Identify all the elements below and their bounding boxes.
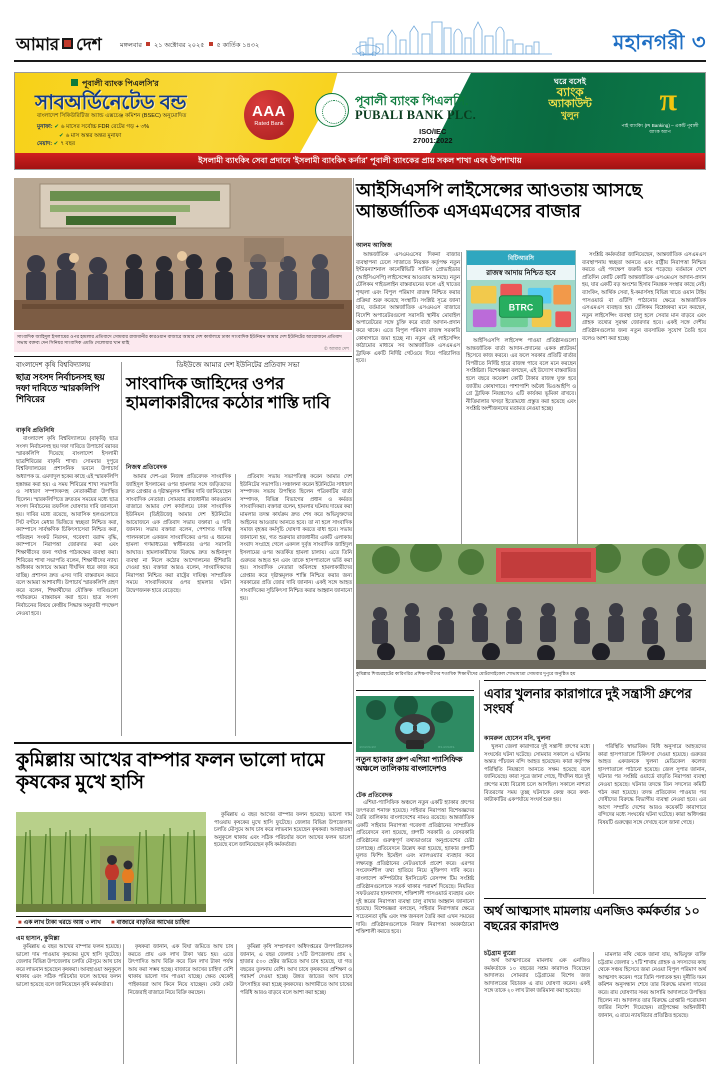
comilla-headline-wrap — [16, 750, 352, 795]
khulna-byline: কামরুল হোসেন মনি, খুলনা — [484, 735, 551, 742]
iso-certification — [413, 127, 452, 145]
aaa-rating-badge — [244, 90, 294, 140]
khulna-headline[interactable]: এবার খুলনার কারাগারে দুই সন্ত্রাসী গ্রুপের সংঘর্ষ — [484, 686, 692, 717]
left-story-byline: বাকৃবি প্রতিনিধি — [16, 427, 55, 434]
logo-square-icon — [62, 38, 73, 49]
paragraph: কৃষকরা জানান, এক বিঘা জমিতে আখ চাষ করতে প্রায় এক লাখ টাকা খরচ হয়। এতে উৎপাদিত আখ বিক্রি করে তিন লাখ টাকা পর্যন্ত আয় করা সম্ভব হচ্ছে। বাজারে আখের চাহিদা বেশি থাকায় ভালো দাম পাওয়া যাচ্ছে। ক্ষেত থেকেই পাইকাররা আখ কিনে নিয়ে যাচ্ছেন। কেউ কেউ নিজেরাই বাজারে নিয়ে বিক্রি করছেন। — [128, 944, 233, 996]
paragraph: আইসিএসপি লাইসেন্স পাওয়া প্রতিষ্ঠানগুলো আন্তর্জাতিক বার্তা আদান-প্রদানের একক প্ল্যাটফর্ম হিসেবে কাজ করবে। এর ফলে সরকার প্রতিটি বার্তার বিপরীতে নির্দিষ্ট হারে রাজস্ব পাবে বলে মনে করছেন সংশ্লিষ্টরা। বিশেষজ্ঞরা বলছেন, এই উদ্যোগ বাস্তবায়িত হলে বছরে কয়েকশ কোটি টাকার রাজস্ব যুক্ত হবে জাতীয় কোষাগারে। পাশাপাশি অবৈধ ভিওআইপি ও গ্রে ট্রাফিক নিয়ন্ত্রণেও এটি কার্যকর ভূমিকা রাখবে। নীতিমালার খসড়া ইতোমধ্যে প্রস্তুত করা হয়েছে এবং সংশ্লিষ্ট অংশীজনদের মতামত নেওয়া হচ্ছে। — [466, 338, 576, 413]
date-bengali: ৫ কার্তিক ১৪৩২ — [216, 42, 260, 49]
bullet-icon: ■ — [18, 919, 22, 926]
date-weekday: মঙ্গলবার — [120, 42, 142, 49]
svg-text:0110101: 0110101 — [438, 746, 455, 750]
section-separator — [353, 178, 354, 1064]
left-story-body — [16, 436, 118, 736]
paragraph: কুমিল্লায় এ বছর আখের বাম্পার ফলন হয়েছে। ভালো দাম পাওয়ায় কৃষকের মুখে হাসি ফুটেছে। জেলার বিভিন্ন উপজেলায় চলতি মৌসুমে আখ চাষ করে লাভবান হয়েছেন কৃষকরা। আবহাওয়া অনুকূলে থাকায় এবং সঠিক পরিচর্যার ফলে আখের ফলন ভালো হয়েছে বলে জানিয়েছেন কৃষি কর্মকর্তারা। — [214, 812, 352, 849]
paragraph: পরিস্থিতি স্বাভাবিক। বিধি অনুসারে আহতদের কারা হাসপাতালে চিকিৎসা দেওয়া হয়েছে। গুরুতর আহত একজনকে খুলনা মেডিকেল কলেজ হাসপাতালে পাঠানো হয়েছে। জেল সুপার জানান, ঘটনার পর সংশ্লিষ্ট ওয়ার্ডে বাড়তি নিরাপত্তা ব্যবস্থা নেওয়া হয়েছে। ঘটনার তদন্তে তিন সদস্যের কমিটি গঠন করা হয়েছে। তদন্ত প্রতিবেদন পাওয়ার পর দোষীদের বিরুদ্ধে বিভাগীয় ব্যবস্থা নেওয়া হবে। এর আগে সম্প্রতি দেশের আরও কয়েকটি কারাগারে বন্দিদের মধ্যে সংঘর্ষের ঘটনা ঘটেছে। কারা অধিদপ্তর বিষয়টি গুরুত্বের সঙ্গে দেখছে বলে জানা গেছে। — [598, 744, 706, 826]
check-icon: ✔ — [59, 132, 64, 139]
ad-red-banner: ইসলামী ব্যাংকিং সেবা প্রদানে 'ইসলামী ব্যাংকিং কর্নার' পূবালী ব্যাংকের প্রায় সকল শাখা এবং উপশাখায় — [15, 153, 705, 169]
check-icon: ✔ — [53, 141, 59, 147]
comilla-lead-text — [214, 812, 352, 912]
newspaper-logo — [16, 32, 101, 60]
khulna-column-1 — [484, 744, 590, 894]
column-separator — [121, 362, 122, 736]
hacker-byline: টেক প্রতিবেদক — [356, 792, 393, 799]
protest-meeting-photo — [14, 178, 352, 330]
section-name: মহানগরী — [613, 32, 685, 54]
city-skyline-icon — [352, 14, 552, 56]
column-separator — [123, 944, 124, 1064]
bullet-icon: ■ — [110, 919, 115, 926]
hacker-headline-wrap — [356, 755, 476, 774]
btrc-illustration-icon — [467, 280, 575, 331]
rating-grade: AAA — [252, 103, 286, 120]
main-story-headline-wrap — [356, 180, 706, 221]
ad-regulator-line: বাংলাদেশ সিকিউরিটিজ অ্যান্ড এক্সচেঞ্জ কমিশন (BSEC) অনুমোদিত — [37, 113, 187, 119]
ad-term-value: ৬ মাস অন্তর অন্তর মুনাফা — [65, 132, 122, 139]
comilla-column-1 — [16, 944, 121, 1064]
page-number: ৩ — [691, 31, 706, 54]
ad-terms-list — [37, 123, 149, 149]
paragraph: মামলার নথি থেকে জানা যায়, অভিযুক্ত ব্যক্তি চট্টগ্রাম জেলার ১৭টি শাখায় গ্রাহক ও সদস্যদের কাছ থেকে সঞ্চয় হিসেবে জমা নেওয়া বিপুল পরিমাণ অর্থ আত্মসাৎ করেন। পরে তিনি পলাতক হন। দুর্নীতি দমন কমিশন অনুসন্ধান শেষে তার বিরুদ্ধে মামলা দায়ের করে। রায় ঘোষণার সময় আসামি আদালতে উপস্থিত ছিলেন না। আদালত তার বিরুদ্ধে গ্রেপ্তারি পরোয়ানা জারির নির্দেশ দিয়েছেন। রাষ্ট্রপক্ষের আইনজীবী জানান, এ রায়ে ন্যায়বিচার প্রতিষ্ঠিত হয়েছে। — [598, 952, 706, 1019]
bank-advertisement[interactable] — [14, 72, 706, 170]
ad-product-title: সাবঅর্ডিনেটেড বন্ড — [35, 92, 187, 114]
btrc-infobox — [466, 250, 576, 332]
masthead — [0, 0, 720, 62]
bullet-text: এক লাখ টাকা খরচে আয় ৩ লাখ — [23, 919, 101, 926]
promo-line-2: ব্যাংক — [556, 85, 584, 100]
left-story-headline-wrap — [16, 372, 118, 405]
pi-banking-caption: পাই ব্যাংকিং (PI Banking) – একটি পূবালী ব্যাংক অ্যাপ — [621, 123, 699, 134]
bullet-text: বাজারে বাড়তির আখের চাহিদা — [116, 919, 190, 926]
ad-term-value: ৭ বছর — [60, 141, 76, 147]
hacker-headline[interactable]: নতুন হ্যাকার গ্রুপ এশিয়া প্যাসিফিক অঞ্চলে তালিকায় বাংলাদেশও — [356, 755, 463, 774]
khulna-section-divider — [484, 680, 706, 681]
ad-brand-text: পূবালী ব্যাংক পিএলসি'র — [82, 79, 159, 88]
promo-line-1: ঘরে বসেই — [554, 77, 586, 86]
column-separator — [236, 944, 237, 1064]
paragraph: সংশ্লিষ্ট কর্মকর্তারা জানিয়েছেন, আন্তর্জাতিক এসএমএস ব্যবস্থাপনায় স্বচ্ছতা আনতে এবং রাষ্ট্রীয় নিরাপত্তা নিশ্চিত করতে এই পদক্ষেপ জরুরি হয়ে পড়েছে। বর্তমানে দেশে প্রতিদিন কোটি কোটি আন্তর্জাতিক এসএমএস আদান-প্রদান হয়, যার একটি বড় অংশের হিসাব নিয়ন্ত্রক সংস্থার কাছে নেই। ব্যাংকিং, আর্থিক সেবা, ই-কমার্সসহ বিভিন্ন খাতে ওয়ান টাইম পাসওয়ার্ড বা ওটিপি পাঠানোর ক্ষেত্রে আন্তর্জাতিক এসএমএস ব্যবহৃত হয়। টেলিকম বিশ্লেষকরা মনে করছেন, নতুন লাইসেন্সিং ব্যবস্থা চালু হলে সেবার মান বাড়বে এবং গ্রাহক তথ্যের সুরক্ষা জোরদার হবে। একই সঙ্গে দেশীয় প্রতিষ্ঠানগুলোর জন্য নতুন ব্যবসায়িক সুযোগ তৈরি হবে বলেও আশা করা হচ্ছে। — [582, 252, 706, 342]
comilla-headline[interactable]: কুমিল্লায় আখের বাম্পার ফলন ভালো দামে কৃষকের মুখে হাসি — [16, 750, 325, 794]
mid-story-headline[interactable]: সাংবাদিক জাহিদের ওপর হামলাকারীদের কঠোর শাস্তি দাবি — [126, 375, 330, 413]
mid-story-kicker: ডিইউজে আমার দেশ ইউনিটের প্রতিবাদ সভা — [176, 362, 300, 369]
publication-date — [120, 40, 259, 51]
khulna-headline-wrap — [484, 686, 708, 717]
column-separator — [593, 744, 594, 894]
comilla-column-2 — [128, 944, 233, 1064]
paragraph: খুলনা জেলা কারাগারে দুই সন্ত্রাসী গ্রুপের মধ্যে সংঘর্ষের ঘটনা ঘটেছে। সোমবার সকালে এ ঘটনায় অন্তত পাঁচজন বন্দি আহত হয়েছেন। কারা কর্তৃপক্ষ পরিস্থিতি নিয়ন্ত্রণে আনতে সক্ষম হয়েছে বলে জানিয়েছে। কারা সূত্রে জানা গেছে, দীর্ঘদিন ধরে দুই গ্রুপের মধ্যে বিরোধ চলে আসছিল। সকালে নাশতা বিতরণের সময় তুচ্ছ ঘটনাকে কেন্দ্র করে কথা-কাটাকাটির একপর্যায়ে সংঘর্ষ শুরু হয়। — [484, 744, 590, 804]
mid-story-column-1 — [126, 474, 231, 736]
logo-right-text: দেশ — [75, 35, 102, 54]
ngo-headline-wrap — [484, 904, 708, 934]
section-title — [613, 26, 706, 61]
infobox-tag: বিটিআরসি — [467, 251, 575, 265]
section-divider — [14, 356, 352, 357]
comilla-bullet-2 — [111, 917, 190, 928]
bank-name-english: PUBALI BANK PLC. — [355, 108, 476, 122]
khulna-column-2 — [598, 744, 706, 894]
ngo-column-2 — [598, 952, 706, 1064]
date-separator-icon — [146, 42, 150, 46]
paragraph: কুমিল্লা কৃষি সম্প্রসারণ অধিদপ্তরের উপপরিচালক জানান, এ বছর জেলার ১৭টি উপজেলায় প্রায় ২ হাজার ৫০০ হেক্টর জমিতে আখ চাষ হয়েছে, যা গত বছরের তুলনায় বেশি। আখ চাষে কৃষকদের প্রশিক্ষণ ও পরামর্শ দেওয়া হচ্ছে। উন্নত জাতের আখ চাষে উৎসাহিত করা হচ্ছে কৃষকদের। আগামীতে আখ চাষের পরিধি আরও বাড়বে বলে আশা করা হচ্ছে। — [240, 944, 352, 996]
mid-story-byline: নিজস্ব প্রতিবেদক — [126, 464, 168, 471]
hacker-section-divider — [356, 690, 474, 691]
ngo-section-divider — [484, 898, 706, 899]
ad-term-label: মুনাফা: — [37, 124, 53, 130]
column-separator — [593, 952, 594, 1064]
comilla-bullet-1 — [18, 917, 101, 928]
ngo-column-1 — [484, 958, 590, 1064]
paragraph: এশিয়া-প্যাসিফিক অঞ্চলে নতুন একটি হ্যাকার গ্রুপের তৎপরতা শনাক্ত হয়েছে। সাইবার নিরাপত্তা বিশেষজ্ঞদের তৈরি তালিকায় বাংলাদেশের নামও রয়েছে। আন্তর্জাতিক একটি সাইবার নিরাপত্তা গবেষণা প্রতিষ্ঠানের সাম্প্রতিক প্রতিবেদনে বলা হয়েছে, গ্রুপটি সরকারি ও বেসরকারি প্রতিষ্ঠানের গুরুত্বপূর্ণ তথ্যভাণ্ডারে অনুপ্রবেশের চেষ্টা চালাচ্ছে। প্রতিবেদনে উল্লেখ করা হয়েছে, হ্যাকার গ্রুপটি মূলত ফিশিং ইমেইল এবং ম্যালওয়্যার ব্যবহার করে লক্ষ্যবস্তু প্রতিষ্ঠানের নেটওয়ার্কে প্রবেশ করে। এরপর সংবেদনশীল তথ্য হাতিয়ে নিয়ে মুক্তিপণ দাবি করে। বাংলাদেশ কম্পিউটার ইনসিডেন্ট রেসপন্স টিম সংশ্লিষ্ট প্রতিষ্ঠানগুলোকে সতর্ক থাকার পরামর্শ দিয়েছে। নিয়মিত সফটওয়্যার হালনাগাদ, শক্তিশালী পাসওয়ার্ড ব্যবহার এবং দুই স্তরের নিরাপত্তা ব্যবস্থা চালু রাখার আহ্বান জানানো হয়েছে। বিশেষজ্ঞরা বলছেন, সাইবার নিরাপত্তার ক্ষেত্রে সচেতনতা বৃদ্ধি এবং দক্ষ জনবল তৈরি করা এখন সময়ের দাবি। প্রতিষ্ঠানগুলোকে নিজস্ব নিরাপত্তা অবকাঠামো শক্তিশালী করতে হবে। — [356, 800, 474, 936]
ad-term-row — [37, 140, 149, 149]
rating-subtitle: Rated Bank — [254, 121, 284, 127]
left-story-headline[interactable]: ছাত্র সংসদ নির্বাচনসহ ছয় দফা দাবিতে স্মারকলিপি শিবিরের — [16, 372, 105, 404]
paragraph: অর্থ আত্মসাতের মামলায় এক এনজিও কর্মকর্তাকে ১০ বছরের সশ্রম কারাদণ্ড দিয়েছেন আদালত। সোমবার চট্টগ্রামের বিশেষ জজ আদালতের বিচারক এ রায় ঘোষণা করেন। একই সঙ্গে তাকে ২০ লাখ টাকা জরিমানা করা হয়েছে। — [484, 958, 590, 995]
ngo-byline: চট্টগ্রাম ব্যুরো — [484, 950, 516, 957]
bank-name-bengali: পূবালী ব্যাংক পিএলসি. — [355, 94, 469, 108]
paragraph: প্রতিবাদ সভায় সভাপতিত্ব করেন আমার দেশ ইউনিটের সভাপতি। সঞ্চালনা করেন ইউনিটের সাধারণ সম্পাদক। সভায় উপস্থিত ছিলেন পত্রিকাটির বার্তা সম্পাদক, বিভিন্ন বিভাগের প্রধান ও কর্মরত সাংবাদিকরা। বক্তারা বলেন, হামলার ঘটনায় দায়ের করা মামলার তদন্ত কার্যক্রম দ্রুত শেষ করে অভিযুক্তদের আইনের আওতায় আনতে হবে। তা না হলে সাংবাদিক সমাজ বৃহত্তর কর্মসূচি ঘোষণা করতে বাধ্য হবে। সভায় জানানো হয়, গত শুক্রবার রাজধানীর একটি এলাকায় সংবাদ সংগ্রহে গেলে একদল দুর্বৃত্ত সাংবাদিক জাহিদুল ইসলামের ওপর অতর্কিত হামলা চালায়। এতে তিনি গুরুতর আহত হন এবং তাকে হাসপাতালে ভর্তি করা হয়। সাংবাদিক নেতারা অবিলম্বে হামলাকারীদের গ্রেপ্তার করে দৃষ্টান্তমূলক শাস্তি নিশ্চিত করার জন্য সরকারের প্রতি জোর দাবি জানান। একই সঙ্গে আহত সাংবাদিকের সুচিকিৎসা নিশ্চিত করার আহ্বান জানানো হয়। — [240, 474, 352, 602]
top-photo-caption: সাংবাদিক জাহিদুল ইসলামের ওপর হামলার প্রতিবাদে সোমবার রাজধানীর কারওয়ান বাজারে আমার দেশ কার্যালয়ে ঢাকা সাংবাদিক ইউনিয়ন আমার দেশ ইউনিটের আয়োজনে প্রতিবাদ সভায় বক্তব্য দেন সিনিয়র সাংবাদিক এমডি দেলোয়ার খান মাহি — [17, 333, 342, 345]
paragraph: আন্তর্জাতিক এসএমএসের দিকনা বাজার ব্যবস্থাপনা ঢেলে সাজাতে নিয়ন্ত্রক কর্তৃপক্ষ নতুন ইন্টারন্যাশনাল কানেক্টিভিটি সার্ভিস প্রোভাইডার (আইসিএসপি) লাইসেন্সের আওতায় আনছে। নতুন টেলিকম গাইডলাইন বাস্তবায়নের ফলে এই খাতের শৃঙ্খলা এবং বিপুল পরিমাণ রাজস্ব নিশ্চিত করার প্রক্রিয়া শুরু করেছে সংস্থাটি। সংশ্লিষ্ট সূত্রে জানা যায়, বর্তমানে আন্তর্জাতিক এসএমএস বাজারে বিদেশি অপারেটরগুলো সরাসরি স্থানীয় মোবাইল অপারেটরের সঙ্গে চুক্তি করে বার্তা আদান-প্রদান করে থাকে। এতে বিপুল পরিমাণ রাজস্ব সরকারি কোষাগারে জমা হচ্ছে না। নতুন এই লাইসেন্সিং কাঠামোর মাধ্যমে সব আন্তর্জাতিক এসএমএস ট্রাফিক একটি নির্দিষ্ট গেটওয়ে দিয়ে পরিচালিত হবে। — [356, 252, 460, 365]
photo-credit: © আমার দেশ — [324, 345, 349, 351]
ad-term-label: মেয়াদ: — [37, 141, 53, 147]
ad-bullet-icon — [71, 79, 78, 86]
mid-story-column-2 — [240, 474, 352, 736]
comilla-byline: এম হাসান, কুমিল্লা — [16, 935, 60, 942]
paragraph: আমার দেশ-এর নিজস্ব প্রতিবেদক সাংবাদিক জাহিদুল ইসলামের ওপর হামলার সঙ্গে জড়িতদের দ্রুত গ্রেপ্তার ও দৃষ্টান্তমূলক শাস্তির দাবি জানিয়েছেন সাংবাদিক নেতারা। সোমবার রাজধানীর কারওয়ান বাজারে আমার দেশ কার্যালয়ে ঢাকা সাংবাদিক ইউনিয়ন (ডিইউজে) আমার দেশ ইউনিটের আয়োজনে এক প্রতিবাদ সভায় বক্তারা এ দাবি জানান। সভায় বক্তারা বলেন, পেশাগত দায়িত্ব পালনকালে একজন সাংবাদিকের ওপর এ ধরনের হামলা গণমাধ্যমের স্বাধীনতার ওপর সরাসরি আঘাত। হামলাকারীদের বিরুদ্ধে দ্রুত আইনানুগ ব্যবস্থা না নিলে কঠোর আন্দোলনের হুঁশিয়ারি দেওয়া হয়। বক্তারা আরও বলেন, সাংবাদিকদের নিরাপত্তা নিশ্চিত করা রাষ্ট্রের দায়িত্ব। সাম্প্রতিক সময়ে সাংবাদিকদের ওপর হামলার ঘটনা উদ্বেগজনক হারে বেড়েছে। — [126, 474, 231, 594]
photo-graphic — [16, 812, 206, 912]
comilla-section-divider — [14, 742, 352, 744]
logo-left-text: আমার — [16, 35, 59, 54]
motorcycle-rally-photo — [356, 544, 706, 669]
svg-text:BTRC: BTRC — [508, 302, 534, 313]
iso-line-2: 27001:2022 — [413, 136, 453, 145]
date-gregorian: ২১ অক্টোবর ২০২৫ — [153, 42, 205, 49]
photo-graphic — [14, 178, 352, 330]
infobox-graphic — [467, 280, 575, 332]
sugarcane-field-photo — [16, 812, 206, 912]
comilla-column-3 — [240, 944, 352, 1064]
bank-seal-icon — [315, 93, 349, 127]
ad-promo-text — [515, 78, 625, 120]
photo-graphic — [356, 696, 474, 752]
ad-term-row — [37, 132, 149, 141]
ad-term-row — [37, 123, 149, 132]
promo-line-3: অ্যাকাউন্ট — [548, 97, 592, 110]
photo-graphic — [356, 544, 706, 669]
pi-banking-logo-icon: π — [659, 81, 677, 117]
ngo-headline[interactable]: অর্থ আত্মসাৎ মামলায় এনজিও কর্মকর্তার ১০ বছরের কারাদণ্ড — [484, 904, 700, 933]
date-separator-icon — [209, 42, 213, 46]
left-story-kicker: বাংলাদেশ কৃষি বিশ্ববিদ্যালয় — [16, 362, 91, 369]
main-story-byline: আলম আজিজ — [356, 243, 392, 249]
mid-story-headline-wrap — [126, 375, 352, 414]
masthead-divider — [14, 60, 706, 62]
main-story-headline[interactable]: আইসিএসপি লাইসেন্সের আওতায় আসছে আন্তর্জাতিক এসএমএসের বাজার — [356, 180, 642, 221]
check-icon: ✔ — [54, 124, 59, 130]
ad-term-value: ৬ মাসের সর্বোচ্চ FDR রেটের গড় + ৩% — [60, 124, 150, 130]
mid-photo-caption: কুমিল্লার শিবচরহাটের কারিগরির প্রশিক্ষণার্থীদের শতাধিক শিক্ষার্থীদের মোটরসাইকেল শোভাযাত্রা সোমবার দুপুরে অনুষ্ঠিত হয় — [356, 671, 576, 676]
svg-text:1010110: 1010110 — [359, 746, 376, 750]
hacker-concept-photo — [356, 696, 474, 752]
hacker-body — [356, 800, 474, 1064]
infobox-subtitle: রাজস্ব আদায় নিশ্চিত হবে — [486, 270, 556, 277]
section-separator — [479, 680, 480, 1064]
promo-line-4: খুলুন — [561, 109, 579, 120]
iso-line-1: ISO/IEC — [419, 127, 447, 136]
paragraph: বাংলাদেশ কৃষি বিশ্ববিদ্যালয়ে (বাকৃবি) ছাত্র সংসদ নির্বাচনসহ ছয় দফা দাবিতে উপাচার্য বরাবর স্মারকলিপি দিয়েছে বাংলাদেশ ইসলামী ছাত্রশিবিরের বাকৃবি শাখা। সোমবার দুপুরে বিশ্ববিদ্যালয়ের প্রশাসনিক ভবনে উপাচার্য অধ্যাপক ড. এমদাদুল হকের কাছে এই স্মারকলিপি হস্তান্তর করা হয়। এ সময় শিবিরের শাখা সভাপতি ও সাধারণ সম্পাদকসহ নেতাকর্মীরা উপস্থিত ছিলেন। স্মারকলিপিতে দ্রুততম সময়ের মধ্যে ছাত্র সংসদ নির্বাচনের তফসিল ঘোষণার দাবি জানানো হয়। দাবির মধ্যে রয়েছে, আবাসিক হলগুলোতে সিট বণ্টনে মেধার ভিত্তিতে স্বচ্ছতা নিশ্চিত করা, ক্যাম্পাসে সার্বক্ষণিক চিকিৎসাসেবা নিশ্চিত করা, পরিবহন সংকট নিরসন, গবেষণা বরাদ্দ বৃদ্ধি, ক্যাম্পাসে নিরাপত্তা জোরদার করা এবং শিক্ষার্থীদের জন্য পর্যাপ্ত পাঠকক্ষের ব্যবস্থা করা। শিবিরের শাখা সভাপতি বলেন, শিক্ষার্থীদের ন্যায্য অধিকার আদায়ে আমরা দীর্ঘদিন ধরে কাজ করে যাচ্ছি। প্রশাসন দ্রুত এসব দাবি বাস্তবায়ন করবে বলে আমরা আশাবাদী। উপাচার্য স্মারকলিপি গ্রহণ করে বলেন, শিক্ষার্থীদের যৌক্তিক দাবিগুলো পর্যায়ক্রমে বাস্তবায়ন করা হবে। ছাত্র সংসদ নির্বাচনের বিষয়ে কেন্দ্রীয় সিদ্ধান্ত অনুযায়ী পদক্ষেপ নেওয়া হবে। — [16, 436, 118, 617]
column-separator — [235, 474, 236, 736]
comilla-bullet-bar — [16, 916, 352, 928]
top-photo-caption-box — [14, 332, 352, 352]
paragraph: কুমিল্লায় এ বছর আখের বাম্পার ফলন হয়েছে। ভালো দাম পাওয়ায় কৃষকের মুখে হাসি ফুটেছে। জেলার বিভিন্ন উপজেলায় চলতি মৌসুমে আখ চাষ করে লাভবান হয়েছেন কৃষকরা। আবহাওয়া অনুকূলে থাকায় এবং সঠিক পরিচর্যার ফলে আখের ফলন ভালো হয়েছে বলে জানিয়েছেন কৃষি কর্মকর্তারা। — [16, 944, 121, 988]
